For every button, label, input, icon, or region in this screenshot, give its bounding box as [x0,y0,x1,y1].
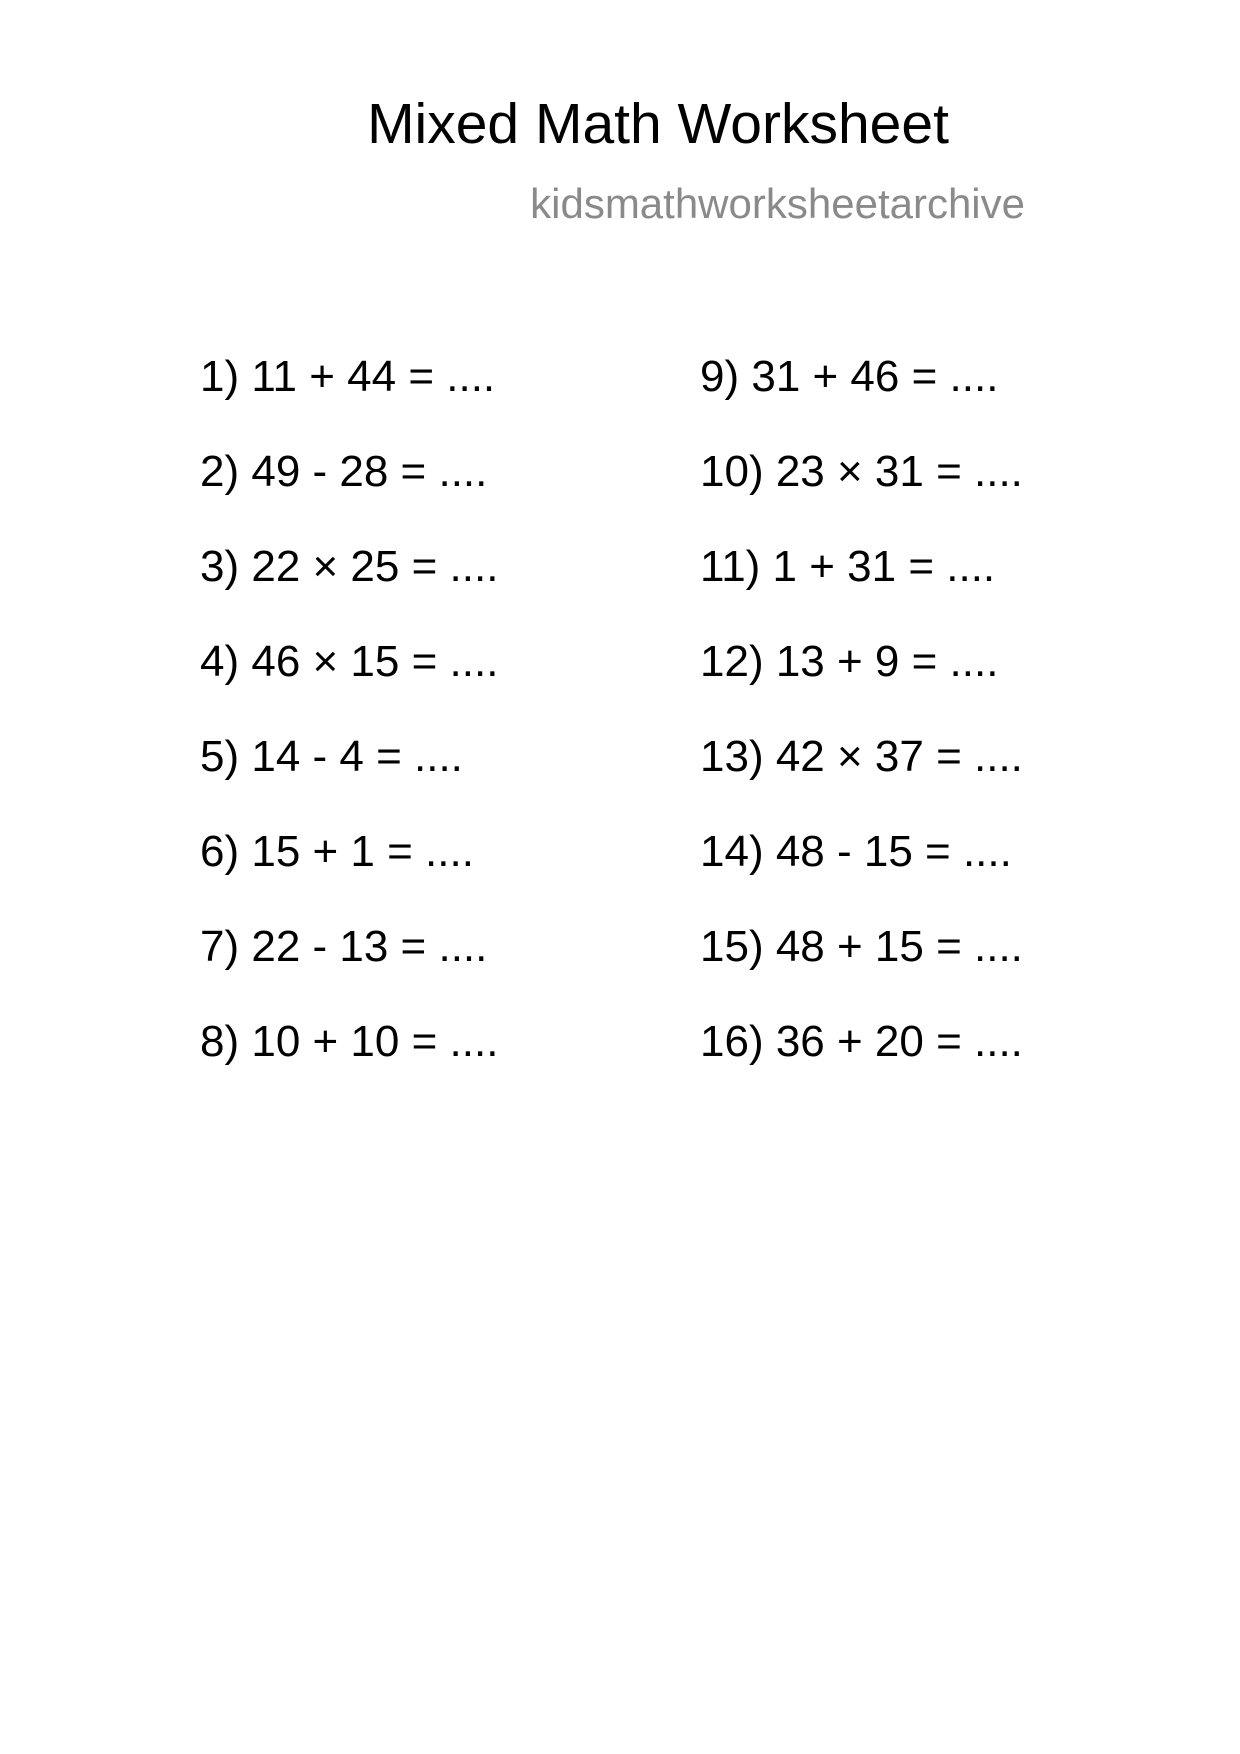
problem-item: 6) 15 + 1 = .... [200,827,474,876]
problem-item: 15) 48 + 15 = .... [700,922,1023,971]
problem-item: 13) 42 × 37 = .... [700,732,1023,781]
problem-item: 10) 23 × 31 = .... [700,447,1023,496]
problem-item: 7) 22 - 13 = .... [200,922,488,971]
problem-item: 11) 1 + 31 = .... [700,542,996,591]
problem-item: 4) 46 × 15 = .... [200,637,499,686]
problem-item: 1) 11 + 44 = .... [200,352,496,401]
problem-item: 9) 31 + 46 = .... [700,352,999,401]
source-label: kidsmathworksheetarchive [530,180,1025,227]
problem-item: 16) 36 + 20 = .... [700,1017,1023,1066]
problem-item: 8) 10 + 10 = .... [200,1017,499,1066]
problem-item: 2) 49 - 28 = .... [200,447,488,496]
problem-item: 14) 48 - 15 = .... [700,827,1012,876]
problem-item: 5) 14 - 4 = .... [200,732,463,781]
problem-item: 12) 13 + 9 = .... [700,637,999,686]
problem-item: 3) 22 × 25 = .... [200,542,499,591]
page-title: Mixed Math Worksheet [367,92,949,156]
